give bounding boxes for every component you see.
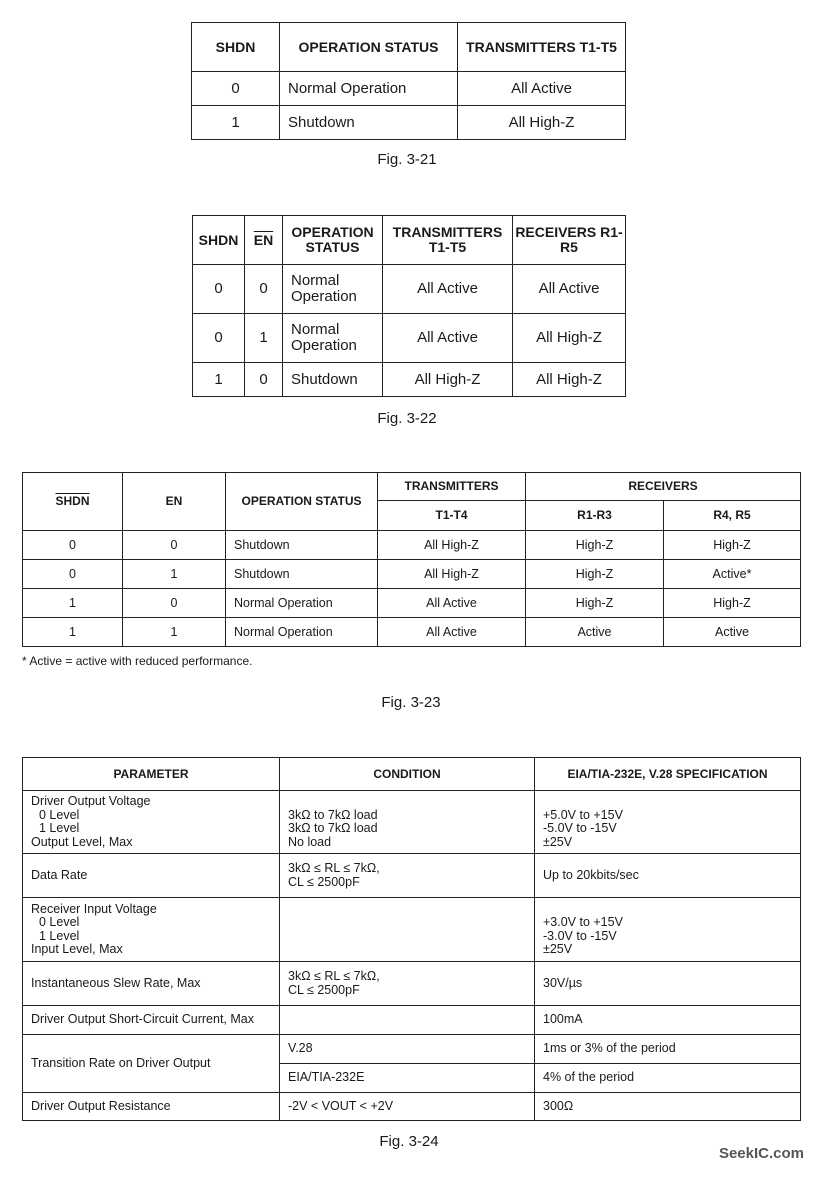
cell-en: 0 (123, 531, 226, 560)
cond-line: 3kΩ to 7kΩ load (288, 807, 378, 822)
cell-status: Normal Operation (283, 314, 383, 363)
table-row (23, 854, 801, 898)
cell-parameter: Transition Rate on Driver Output (23, 1035, 280, 1093)
header-operation-status: OPERATION STATUS (283, 216, 383, 265)
cell-r4-r5: Active (664, 618, 801, 647)
cell-receivers: All High-Z (513, 363, 626, 397)
cell-transmitters: All High-Z (378, 531, 526, 560)
cell-transmitters: All Active (458, 72, 626, 106)
header-receivers: RECEIVERS R1-R5 (513, 216, 626, 265)
cell-parameter: Data Rate (23, 854, 280, 898)
cell-shdn: 0 (192, 72, 280, 106)
cell-specification: Up to 20kbits/sec (535, 854, 801, 898)
header-en: EN (123, 473, 226, 531)
table-header-row (23, 473, 801, 501)
cell-condition (280, 791, 535, 854)
cell-status: Shutdown (280, 106, 458, 140)
cell-parameter: Instantaneous Slew Rate, Max (23, 962, 280, 1006)
cell-condition: V.28 (280, 1035, 535, 1064)
cell-transmitters: All High-Z (383, 363, 513, 397)
cell-specification (535, 791, 801, 854)
cell-en: 1 (123, 560, 226, 589)
header-shdn: SHDN (192, 23, 280, 72)
cell-shdn: 1 (193, 363, 245, 397)
figure-caption: Fig. 3-22 (377, 410, 437, 427)
spec-line: +5.0V to +15V (543, 807, 623, 822)
table-row (23, 531, 801, 560)
table-header-row (193, 216, 626, 265)
cell-receivers: All High-Z (513, 314, 626, 363)
cell-receivers: All Active (513, 265, 626, 314)
table-fig-3-24 (22, 757, 801, 1121)
header-shdn: SHDN (193, 216, 245, 265)
cell-shdn: 0 (193, 265, 245, 314)
cell-status: Normal Operation (280, 72, 458, 106)
header-transmitters: TRANSMITTERS T1-T5 (383, 216, 513, 265)
header-operation-status: OPERATION STATUS (280, 23, 458, 72)
cell-status: Shutdown (283, 363, 383, 397)
footnote: * Active = active with reduced performance. (22, 654, 253, 668)
cell-r4-r5: High-Z (664, 589, 801, 618)
cell-en: 0 (245, 265, 283, 314)
table-row (23, 1035, 801, 1064)
table-row (23, 589, 801, 618)
cell-status: Normal Operation (283, 265, 383, 314)
header-receivers: RECEIVERS (526, 473, 801, 501)
table-fig-3-22 (192, 215, 626, 397)
table-row (193, 363, 626, 397)
table-row (23, 1006, 801, 1035)
spec-line: +3.0V to +15V (543, 915, 623, 929)
figure-caption: Fig. 3-24 (379, 1133, 439, 1150)
cell-r4-r5: Active* (664, 560, 801, 589)
cell-condition: -2V < VOUT < +2V (280, 1093, 535, 1121)
cell-condition (280, 1006, 535, 1035)
cond-line: 3kΩ ≤ RL ≤ 7kΩ, (288, 969, 380, 983)
cell-status: Normal Operation (226, 589, 378, 618)
cell-status: Normal Operation (226, 618, 378, 647)
header-en: $\overline{EN}$ (245, 216, 283, 265)
header-r1-r3: R1-R3 (526, 501, 664, 531)
param-line: 1 Level (39, 821, 80, 835)
table-row (23, 1093, 801, 1121)
cell-parameter (23, 898, 280, 962)
cell-transmitters: All Active (378, 589, 526, 618)
cell-transmitters: All Active (383, 314, 513, 363)
cell-status: Shutdown (226, 560, 378, 589)
cell-en: 0 (123, 589, 226, 618)
param-line: 0 Level (39, 915, 80, 929)
table-fig-3-21 (191, 22, 626, 140)
cell-parameter: Driver Output Short-Circuit Current, Max (23, 1006, 280, 1035)
figure-caption: Fig. 3-21 (377, 151, 437, 168)
cell-en: 1 (123, 618, 226, 647)
cond-line: CL ≤ 2500pF (288, 982, 360, 997)
param-line: Receiver Input Voltage (31, 901, 157, 916)
param-line: 0 Level (39, 807, 80, 822)
cond-line: 3kΩ ≤ RL ≤ 7kΩ, (288, 861, 380, 875)
spec-line: ±25V (543, 834, 573, 849)
table-row (23, 962, 801, 1006)
cell-transmitters: All Active (378, 618, 526, 647)
table-row (23, 898, 801, 962)
header-t1-t4: T1-T4 (378, 501, 526, 531)
param-line: Input Level, Max (31, 942, 123, 956)
cell-shdn: 1 (23, 589, 123, 618)
cell-shdn: 0 (193, 314, 245, 363)
table-header-row (192, 23, 626, 72)
cell-shdn: 1 (192, 106, 280, 140)
cell-specification (535, 898, 801, 962)
cell-parameter: Driver Output Resistance (23, 1093, 280, 1121)
cell-r1-r3: Active (526, 618, 664, 647)
table-row (193, 265, 626, 314)
cell-r1-r3: High-Z (526, 560, 664, 589)
cell-transmitters: All High-Z (458, 106, 626, 140)
spec-line: -3.0V to -15V (543, 928, 617, 943)
header-specification: EIA/TIA-232E, V.28 SPECIFICATION (535, 758, 801, 791)
cell-en: 0 (245, 363, 283, 397)
cell-condition (280, 854, 535, 898)
cell-transmitters: All Active (383, 265, 513, 314)
cell-specification: 300Ω (535, 1093, 801, 1121)
table-row (23, 791, 801, 854)
cell-r1-r3: High-Z (526, 531, 664, 560)
cell-specification: 100mA (535, 1006, 801, 1035)
header-condition: CONDITION (280, 758, 535, 791)
table-row (23, 618, 801, 647)
header-r4-r5: R4, R5 (664, 501, 801, 531)
param-line: Driver Output Voltage (31, 794, 151, 808)
cell-transmitters: All High-Z (378, 560, 526, 589)
header-transmitters: TRANSMITTERS T1-T5 (458, 23, 626, 72)
cell-shdn: 0 (23, 560, 123, 589)
cell-en: 1 (245, 314, 283, 363)
header-parameter: PARAMETER (23, 758, 280, 791)
watermark: SeekIC.com (718, 1145, 804, 1162)
cond-line: CL ≤ 2500pF (288, 874, 360, 889)
cell-specification: 4% of the period (535, 1064, 801, 1093)
cell-r4-r5: High-Z (664, 531, 801, 560)
param-line: Output Level, Max (31, 834, 133, 849)
cond-line: 3kΩ to 7kΩ load (288, 821, 378, 835)
param-line: 1 Level (39, 928, 80, 943)
cell-parameter (23, 791, 280, 854)
cell-shdn: 0 (23, 531, 123, 560)
cell-condition (280, 898, 535, 962)
table-row (192, 72, 626, 106)
cell-condition: EIA/TIA-232E (280, 1064, 535, 1093)
table-row (192, 106, 626, 140)
table-fig-3-23 (22, 472, 801, 647)
cell-status: Shutdown (226, 531, 378, 560)
header-transmitters: TRANSMITTERS (378, 473, 526, 501)
table-row (193, 314, 626, 363)
header-shdn: SHDN (23, 473, 123, 531)
table-header-row (23, 758, 801, 791)
cell-specification: 1ms or 3% of the period (535, 1035, 801, 1064)
cell-r1-r3: High-Z (526, 589, 664, 618)
spec-line: -5.0V to -15V (543, 821, 617, 835)
cell-shdn: 1 (23, 618, 123, 647)
cell-specification: 30V/µs (535, 962, 801, 1006)
spec-line: ±25V (543, 942, 573, 956)
figure-caption: Fig. 3-23 (381, 694, 441, 711)
cond-line: No load (288, 834, 332, 849)
table-row (23, 560, 801, 589)
header-operation-status: OPERATION STATUS (226, 473, 378, 531)
cell-condition (280, 962, 535, 1006)
